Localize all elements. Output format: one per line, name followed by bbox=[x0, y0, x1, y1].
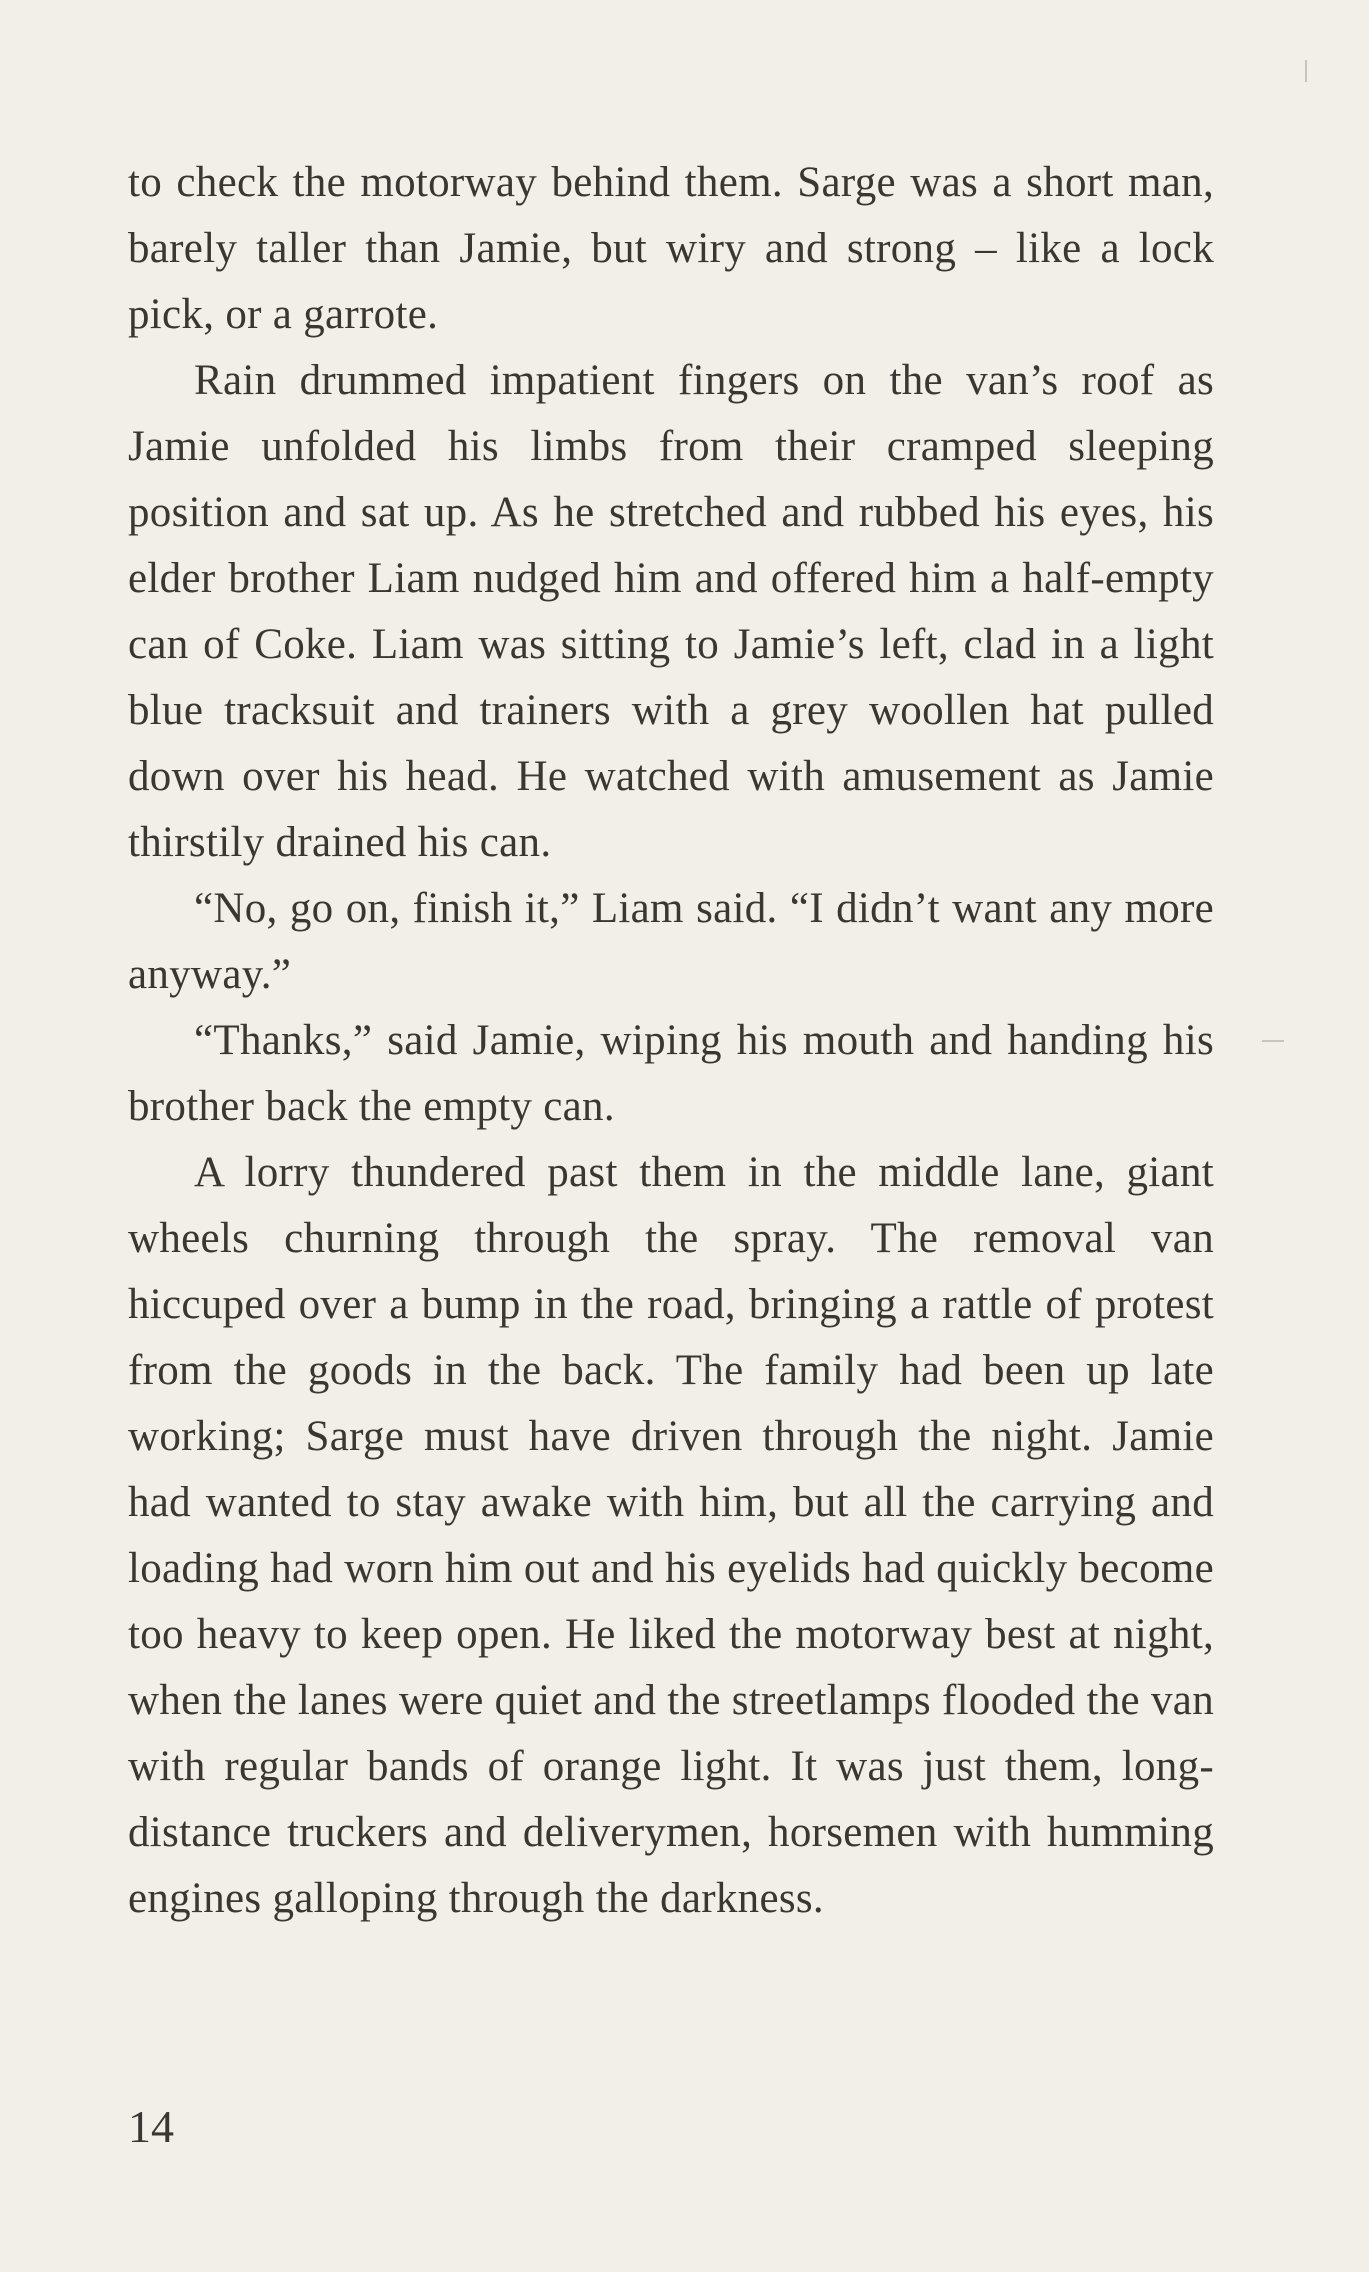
paragraph: to check the motorway behind them. Sarge was a short man, barely taller than Jamie, but wiry and strong – like a lock pick, or a garrote. bbox=[128, 159, 1214, 338]
paragraph: A lorry thundered past them in the middle lane, giant wheels churning through the spray. The removal van hiccuped over a bump in the road, bringing a rattle of protest from the goods in the back. The family had been up late working; Sarge must have driven through the night. Jamie had wanted to stay awake with him, but all the carrying and loading had worn him out and his eyelids had quickly become too heavy to keep open. He liked the motorway best at night, when the lanes were quiet and the streetlamps flooded the van with regular bands of orange light. It was just them, long-distance truckers and deliverymen, horsemen with humming engines galloping through the darkness. bbox=[128, 1149, 1214, 1922]
page-number: 14 bbox=[128, 2101, 174, 2152]
paper-speck bbox=[1305, 60, 1307, 82]
body-text bbox=[128, 150, 1214, 1932]
paper-speck bbox=[1262, 1040, 1284, 1042]
paragraph: Rain drummed impatient fingers on the van’s roof as Jamie unfolded his limbs from their cramped sleeping position and sat up. As he stretched and rubbed his eyes, his elder brother Liam nudged him and offered him a half-empty can of Coke. Liam was sitting to Jamie’s left, clad in a light blue tracksuit and trainers with a grey woollen hat pulled down over his head. He watched with amusement as Jamie thirstily drained his can. bbox=[128, 357, 1214, 866]
paragraph: “Thanks,” said Jamie, wiping his mouth and handing his brother back the empty can. bbox=[128, 1017, 1214, 1130]
paragraph: “No, go on, finish it,” Liam said. “I didn’t want any more anyway.” bbox=[128, 885, 1214, 998]
